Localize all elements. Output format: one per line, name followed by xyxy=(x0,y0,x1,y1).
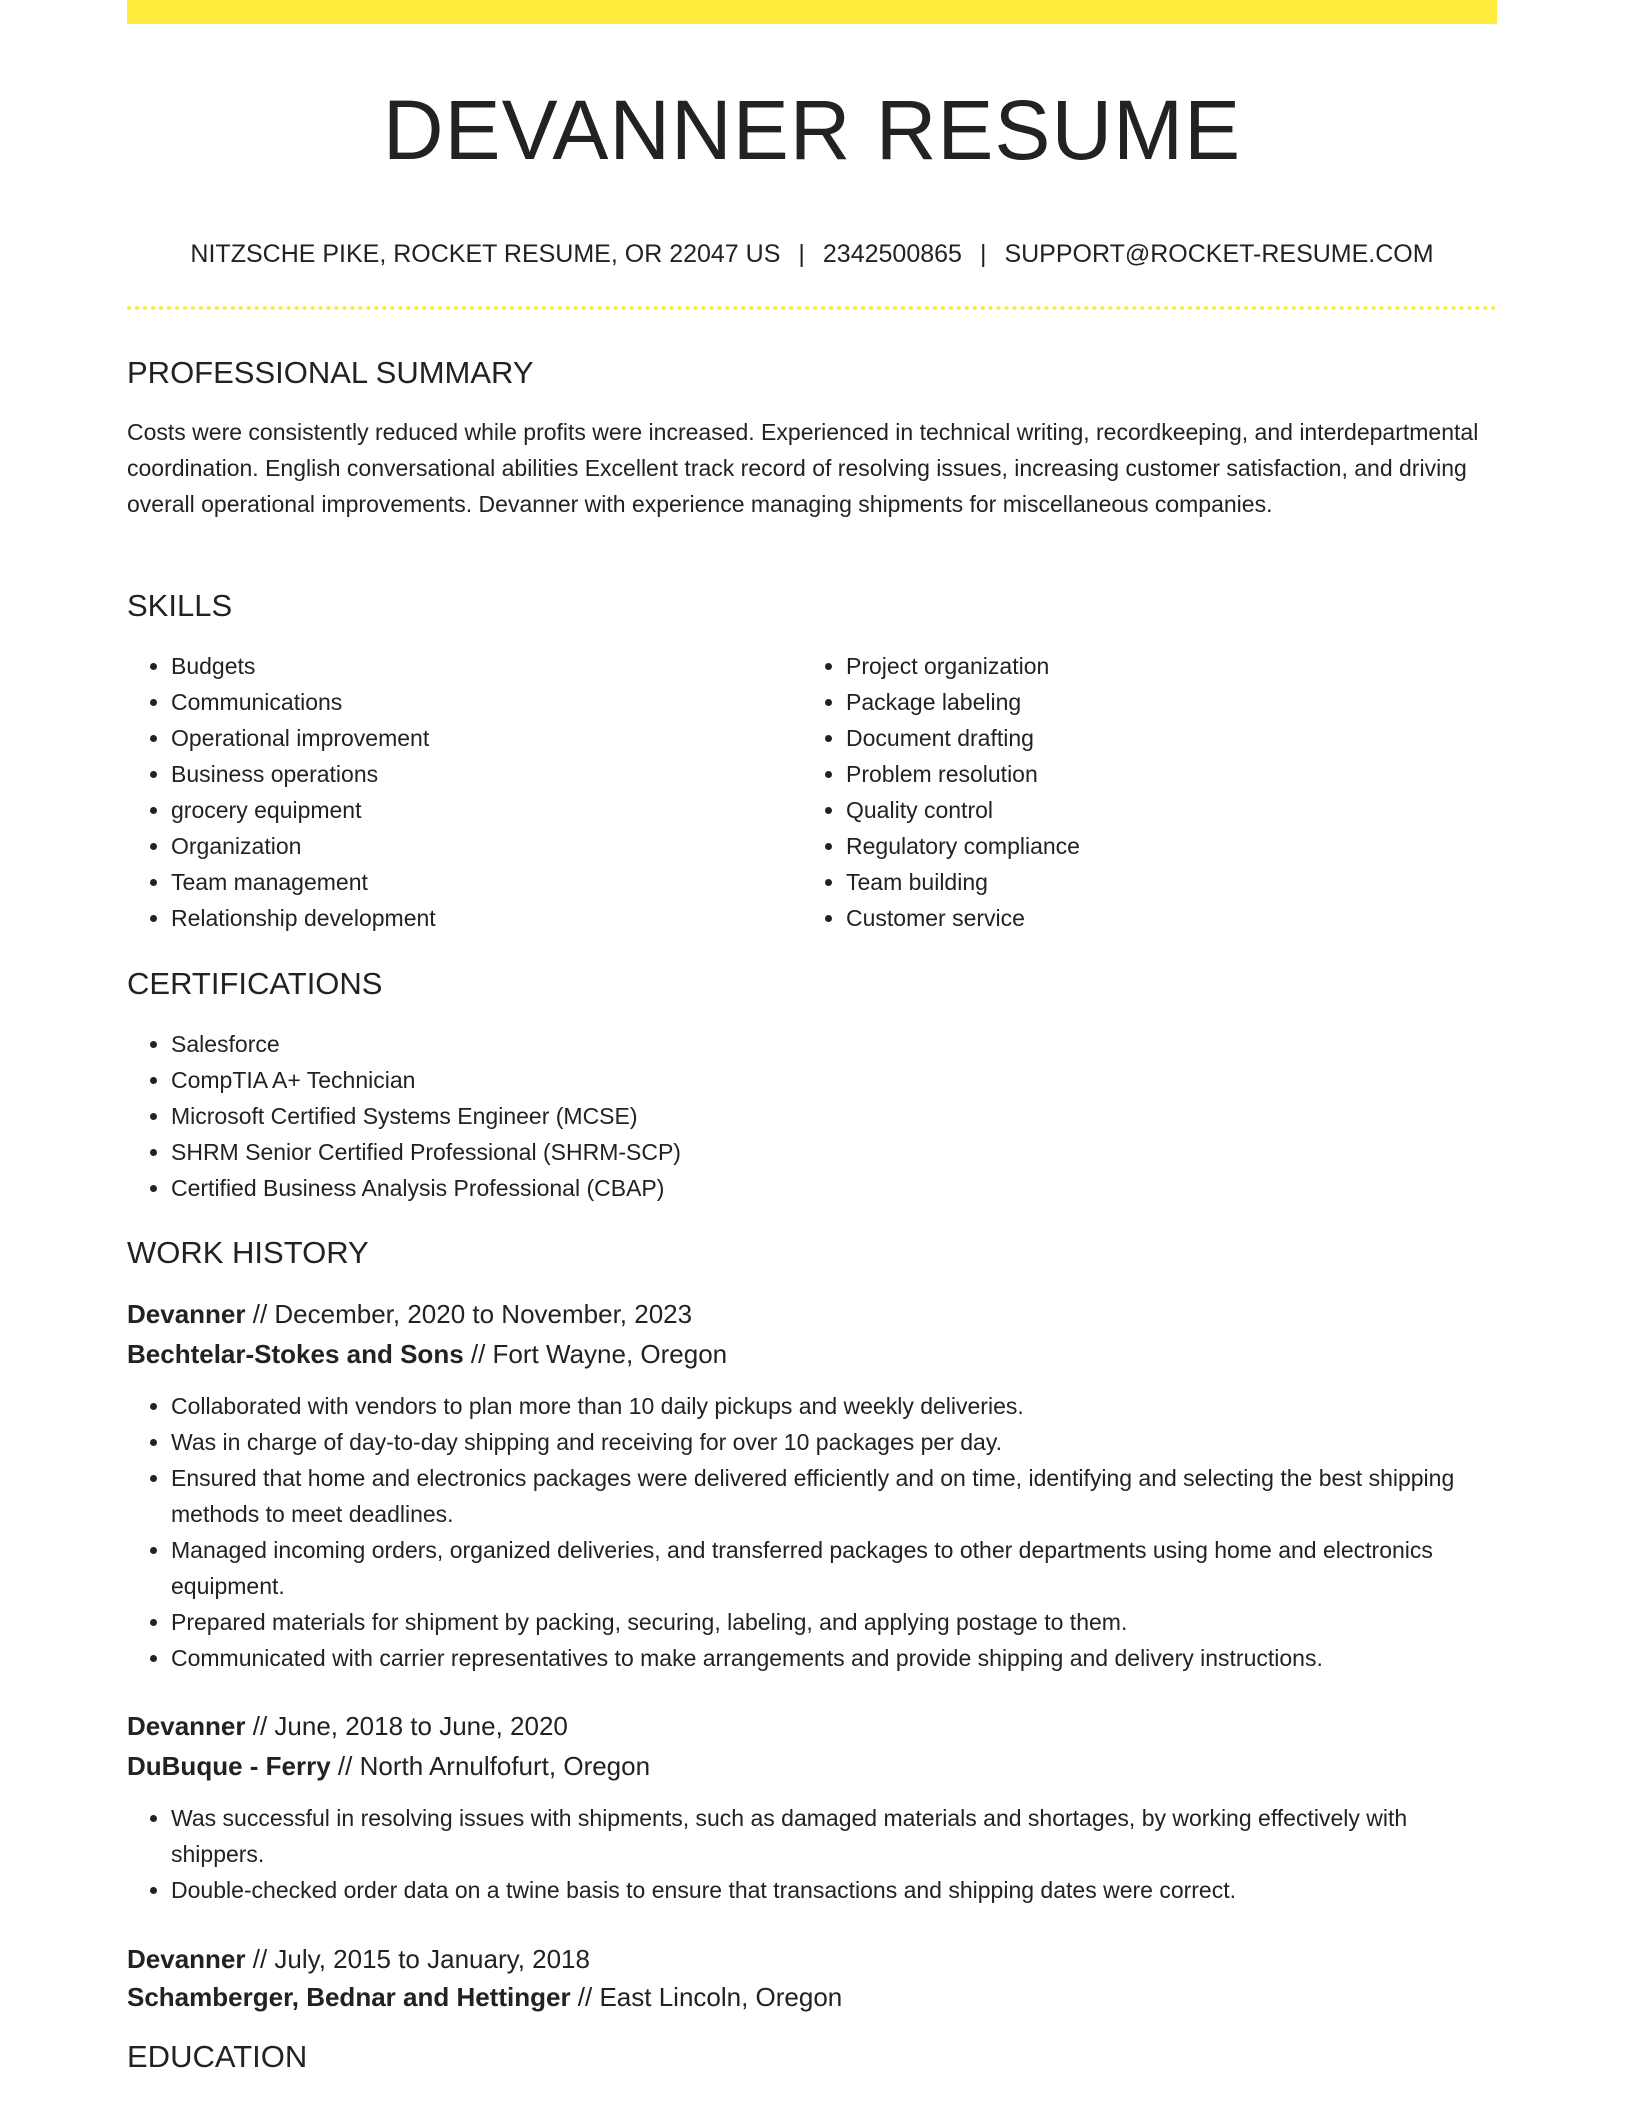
list-item: • Budgets xyxy=(171,648,801,684)
list-item: • SHRM Senior Certified Professional (SHRM-SCP) xyxy=(171,1134,1471,1170)
contact-line xyxy=(127,236,1497,272)
list-item: • Regulatory compliance xyxy=(846,828,1496,864)
list-item: • Prepared materials for shipment by packing, securing, labeling, and applying postage to them. xyxy=(171,1604,1497,1640)
contact-email: SUPPORT@ROCKET-RESUME.COM xyxy=(1004,240,1434,268)
list-item: • Team management xyxy=(171,864,801,900)
job-title-line xyxy=(127,1941,590,1977)
skills-list-right xyxy=(802,648,1496,936)
job-title-line xyxy=(127,1296,692,1332)
list-item: • Communicated with carrier representatives to make arrangements and provide shipping and delivery instructions. xyxy=(171,1640,1497,1676)
job-role: Devanner xyxy=(127,1299,246,1329)
contact-separator: | xyxy=(979,240,987,268)
list-item: • Was successful in resolving issues with shipments, such as damaged materials and shortages, by working effectively with shippers. xyxy=(171,1800,1497,1872)
job-company-line xyxy=(127,1979,842,2015)
list-item: • Certified Business Analysis Professional (CBAP) xyxy=(171,1170,1471,1206)
contact-phone: 2342500865 xyxy=(822,240,962,268)
job-role: Devanner xyxy=(127,1944,246,1974)
summary-title: PROFESSIONAL SUMMARY xyxy=(127,355,534,390)
list-item: • Team building xyxy=(846,864,1496,900)
job-location: // Fort Wayne, Oregon xyxy=(463,1339,728,1369)
list-item: • Communications xyxy=(171,684,801,720)
job-bullets xyxy=(127,1388,1497,1676)
list-item: • Document drafting xyxy=(846,720,1496,756)
job-location: // North Arnulfofurt, Oregon xyxy=(330,1751,651,1781)
summary-text: Costs were consistently reduced while profits were increased. Experienced in technical writing, recordkeeping, and interdepartmental coordination. English conversational abilities Excellent track record of resolving issues, increasing customer satisfaction, and driving overall operational improvements. Devanner with experience managing shipments for miscellaneous companies. xyxy=(127,419,1479,517)
job-company: DuBuque - Ferry xyxy=(127,1751,331,1781)
skills-title: SKILLS xyxy=(127,588,233,623)
list-item: • Business operations xyxy=(171,756,801,792)
job-title-line xyxy=(127,1708,568,1744)
top-accent-bar xyxy=(127,0,1497,24)
contact-address: NITZSCHE PIKE, ROCKET RESUME, OR 22047 US xyxy=(190,240,781,268)
list-item: • grocery equipment xyxy=(171,792,801,828)
list-item: • Collaborated with vendors to plan more than 10 daily pickups and weekly deliveries. xyxy=(171,1388,1497,1424)
list-item: • Was in charge of day-to-day shipping and receiving for over 10 packages per day. xyxy=(171,1424,1497,1460)
list-item: • Ensured that home and electronics packages were delivered efficiently and on time, identifying and selecting the best shipping methods to meet deadlines. xyxy=(171,1460,1497,1532)
list-item: • Problem resolution xyxy=(846,756,1496,792)
list-item: • Customer service xyxy=(846,900,1496,936)
job-dates: // July, 2015 to January, 2018 xyxy=(245,1944,590,1974)
resume-name: DEVANNER RESUME xyxy=(382,83,1242,177)
list-item: • CompTIA A+ Technician xyxy=(171,1062,1471,1098)
list-item: • Microsoft Certified Systems Engineer (MCSE) xyxy=(171,1098,1471,1134)
header-divider xyxy=(127,306,1497,310)
job-dates: // June, 2018 to June, 2020 xyxy=(245,1711,568,1741)
job-bullets xyxy=(127,1800,1497,1908)
certifications-list xyxy=(127,1026,1471,1206)
work-history-title: WORK HISTORY xyxy=(127,1235,369,1270)
list-item: • Operational improvement xyxy=(171,720,801,756)
list-item: • Package labeling xyxy=(846,684,1496,720)
contact-separator: | xyxy=(798,240,805,268)
job-company: Schamberger, Bednar and Hettinger xyxy=(127,1982,571,2012)
job-role: Devanner xyxy=(127,1711,246,1741)
list-item: • Managed incoming orders, organized deliveries, and transferred packages to other departments using home and electronics equipment. xyxy=(171,1532,1497,1604)
education-title: EDUCATION xyxy=(127,2039,308,2074)
certifications-title: CERTIFICATIONS xyxy=(127,966,383,1001)
skills-list-left xyxy=(127,648,801,936)
list-item: • Double-checked order data on a twine basis to ensure that transactions and shipping dates were correct. xyxy=(171,1872,1497,1908)
job-dates: // December, 2020 to November, 2023 xyxy=(245,1299,693,1329)
list-item: • Salesforce xyxy=(171,1026,1471,1062)
job-location: // East Lincoln, Oregon xyxy=(570,1982,843,2012)
list-item: • Quality control xyxy=(846,792,1496,828)
list-item: • Project organization xyxy=(846,648,1496,684)
job-company-line xyxy=(127,1748,650,1784)
job-company: Bechtelar-Stokes and Sons xyxy=(127,1339,464,1369)
list-item: • Organization xyxy=(171,828,801,864)
job-company-line xyxy=(127,1336,727,1372)
list-item: • Relationship development xyxy=(171,900,801,936)
